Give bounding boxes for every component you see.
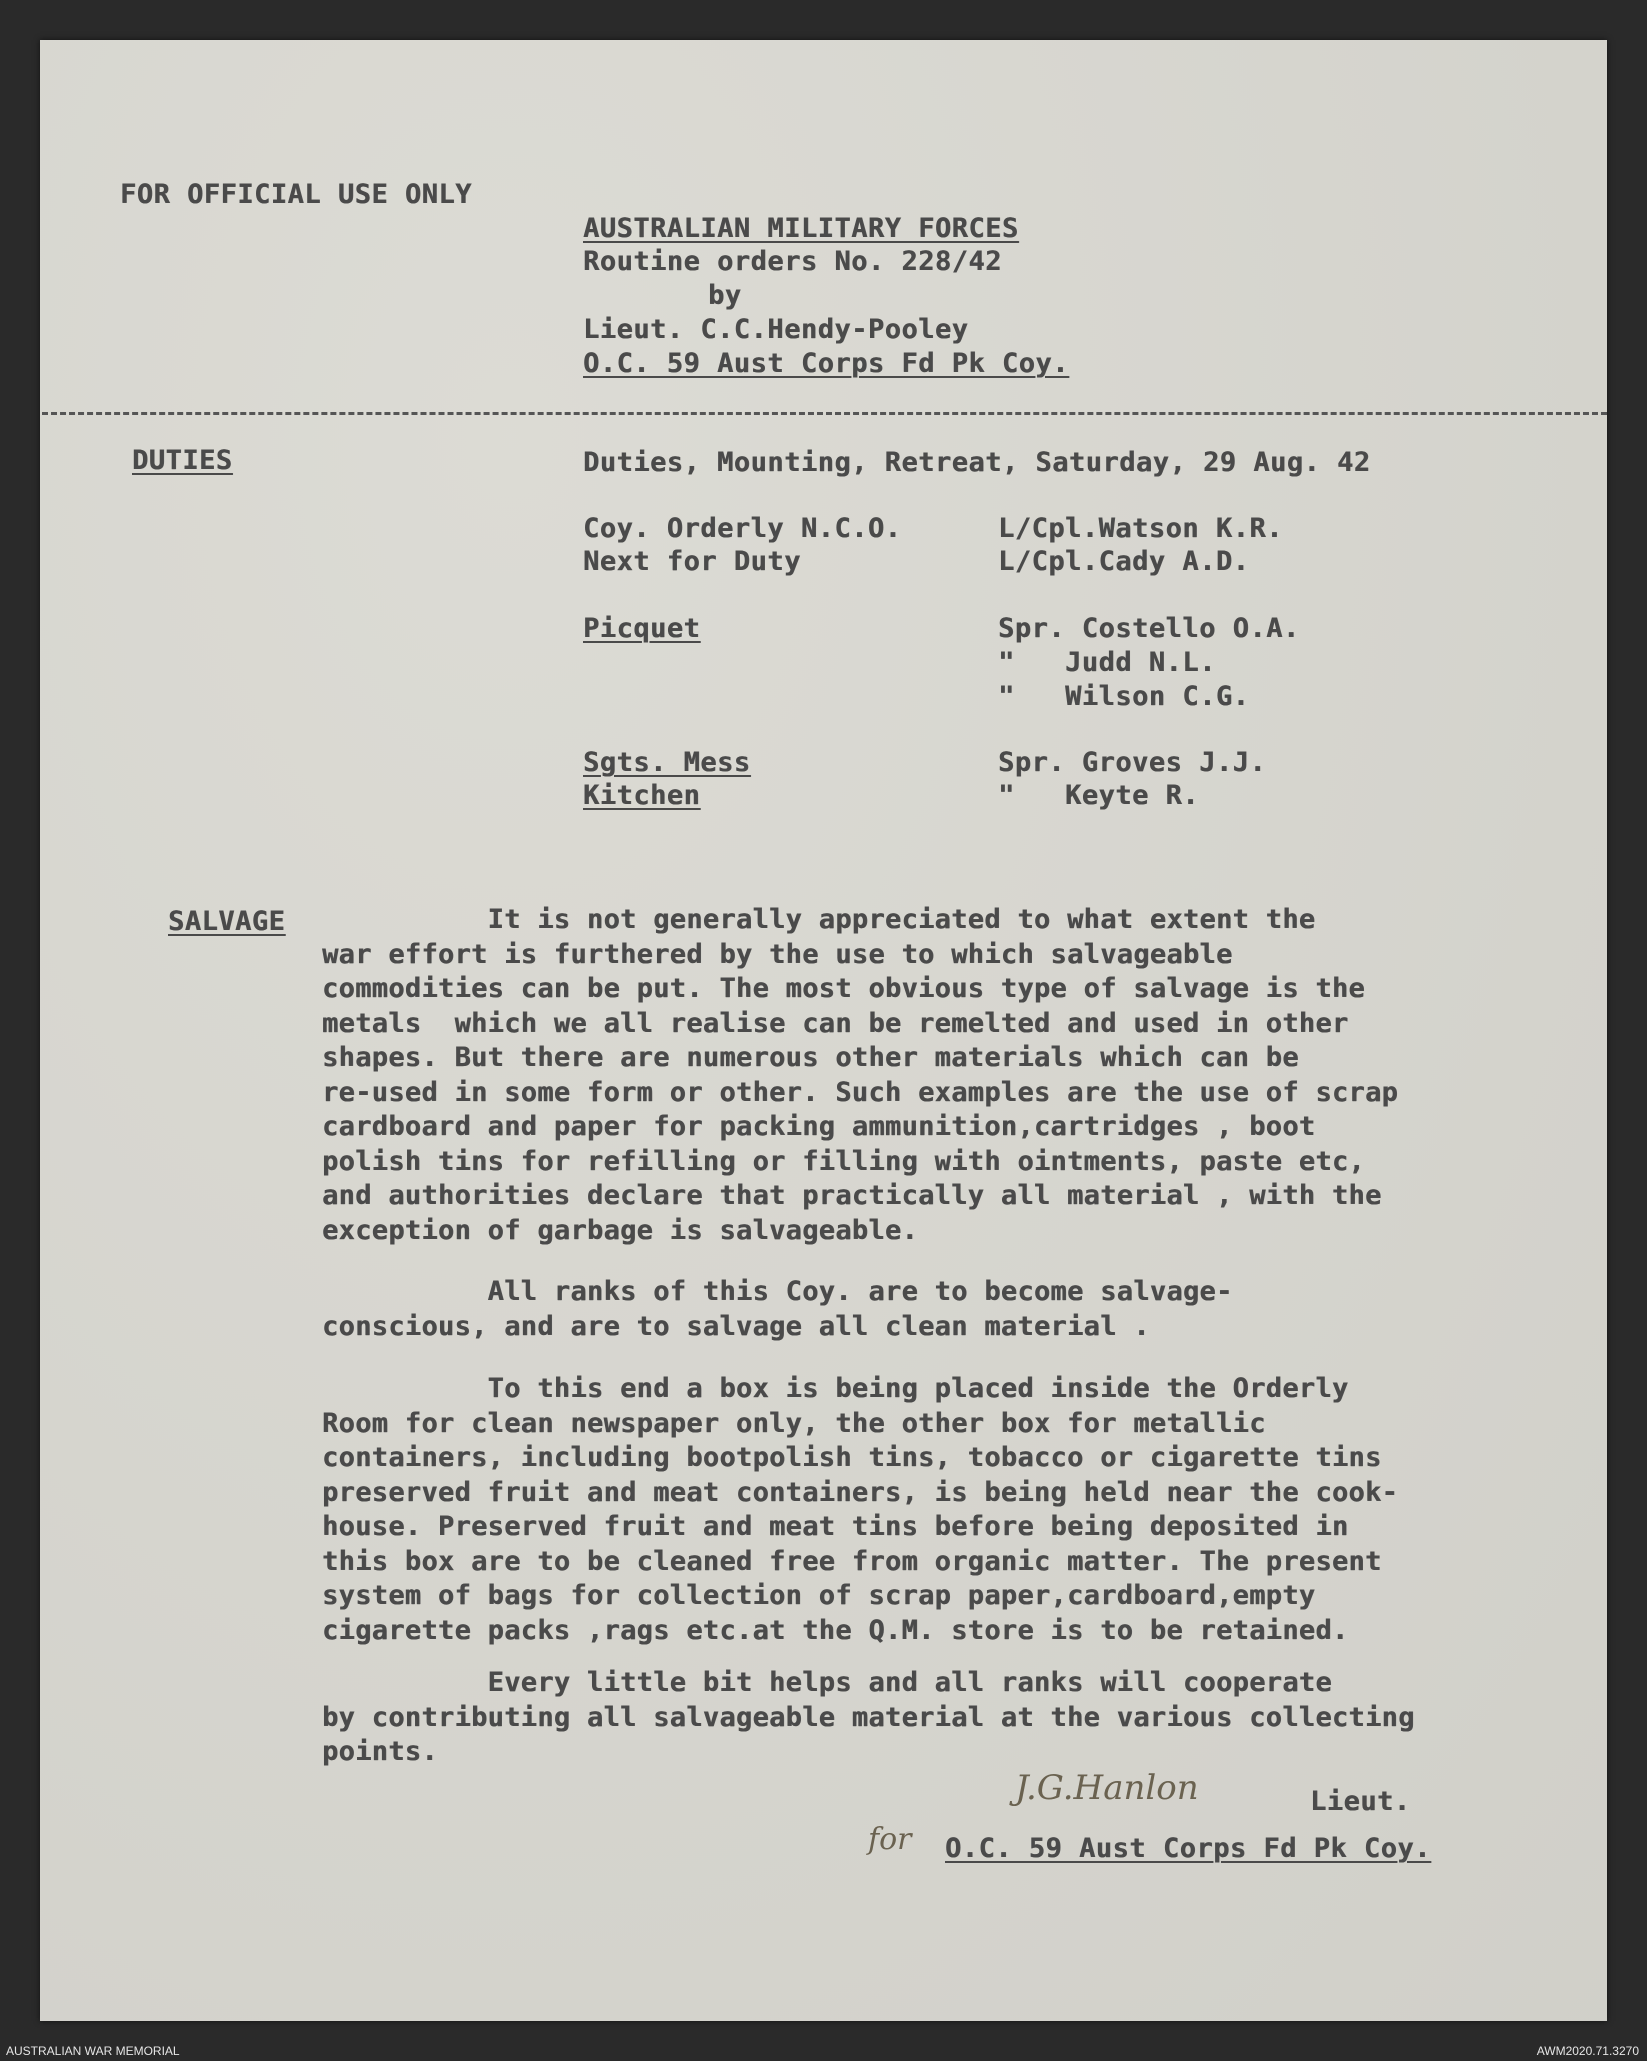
orderly-value: L/Cpl.Watson K.R.: [998, 513, 1283, 544]
text-line: war effort is furthered by the use to which salvageable: [322, 938, 1233, 970]
org-heading: AUSTRALIAN MILITARY FORCES: [583, 213, 1019, 244]
kitchen-label: Kitchen: [583, 780, 701, 811]
picquet-name: Spr. Costello O.A.: [998, 613, 1300, 644]
salvage-paragraph-3: [322, 1372, 1398, 1648]
text-line: and authorities declare that practically all material , with the: [322, 1180, 1382, 1211]
picquet-name: " Judd N.L.: [998, 647, 1216, 678]
picquet-name: " Wilson C.G.: [998, 681, 1250, 712]
text-line: cardboard and paper for packing ammunition,cartridges , boot: [322, 1111, 1316, 1142]
text-line: metals which we all realise can be remelted and used in other: [322, 1007, 1349, 1039]
classification-label: FOR OFFICIAL USE ONLY: [120, 179, 472, 210]
text-line: polish tins for refilling or filling with ointments, paste etc,: [322, 1145, 1365, 1177]
mess-name: Spr. Groves J.J.: [998, 747, 1267, 778]
signature-rank: Lieut.: [1310, 1786, 1411, 1817]
text-line: by contributing all salvageable material at the various collecting: [322, 1701, 1415, 1733]
text-line: conscious, and are to salvage all clean material .: [322, 1310, 1150, 1342]
footer-archive-name: AUSTRALIAN WAR MEMORIAL: [6, 2044, 180, 2058]
orders-number: Routine orders No. 228/42: [583, 246, 1002, 277]
text-line: Room for clean newspaper only, the other box for metallic: [322, 1407, 1266, 1439]
by-line: by: [708, 280, 742, 311]
text-line: It is not generally appreciated to what extent the: [322, 904, 1316, 935]
handwritten-signature: J.G.Hanlon: [1015, 1768, 1199, 1808]
text-line: points.: [322, 1736, 438, 1767]
salvage-paragraph-1: [322, 903, 1398, 1248]
duties-heading: DUTIES: [132, 445, 233, 476]
picquet-label: Picquet: [583, 613, 701, 644]
orderly-label: Coy. Orderly N.C.O.: [583, 513, 902, 544]
next-duty-value: L/Cpl.Cady A.D.: [998, 546, 1250, 577]
salvage-paragraph-2: [322, 1275, 1233, 1344]
salvage-heading: SALVAGE: [168, 906, 286, 937]
header-divider: [42, 412, 1607, 415]
text-line: preserved fruit and meat containers, is being held near the cook-: [322, 1476, 1399, 1508]
next-duty-label: Next for Duty: [583, 546, 801, 577]
text-line: system of bags for collection of scrap paper,cardboard,empty: [322, 1580, 1316, 1611]
unit-name: O.C. 59 Aust Corps Fd Pk Coy.: [583, 348, 1069, 379]
text-line: cigarette packs ,rags etc.at the Q.M. store is to be retained.: [322, 1614, 1349, 1646]
officer-name: Lieut. C.C.Hendy-Pooley: [583, 314, 969, 345]
mess-name: " Keyte R.: [998, 780, 1200, 811]
footer-accession-number: AWM2020.71.3270: [1536, 2044, 1639, 2058]
text-line: containers, including bootpolish tins, tobacco or cigarette tins: [322, 1442, 1382, 1473]
signature-unit: O.C. 59 Aust Corps Fd Pk Coy.: [945, 1833, 1431, 1864]
text-line: house. Preserved fruit and meat tins before being deposited in: [322, 1511, 1349, 1542]
text-line: exception of garbage is salvageable.: [322, 1214, 918, 1246]
text-line: Every little bit helps and all ranks will cooperate: [322, 1667, 1332, 1698]
text-line: To this end a box is being placed inside the Orderly: [322, 1373, 1349, 1404]
text-line: commodities can be put. The most obvious type of salvage is the: [322, 973, 1365, 1004]
text-line: shapes. But there are numerous other materials which can be: [322, 1042, 1299, 1073]
text-line: this box are to be cleaned free from organic matter. The present: [322, 1545, 1382, 1577]
duties-line: Duties, Mounting, Retreat, Saturday, 29 Aug. 42: [583, 447, 1371, 478]
handwritten-for: for: [868, 1822, 912, 1857]
salvage-paragraph-4: [322, 1666, 1415, 1770]
text-line: All ranks of this Coy. are to become salvage-: [322, 1276, 1233, 1307]
text-line: re-used in some form or other. Such examples are the use of scrap: [322, 1076, 1399, 1108]
sgts-mess-label: Sgts. Mess: [583, 747, 751, 778]
